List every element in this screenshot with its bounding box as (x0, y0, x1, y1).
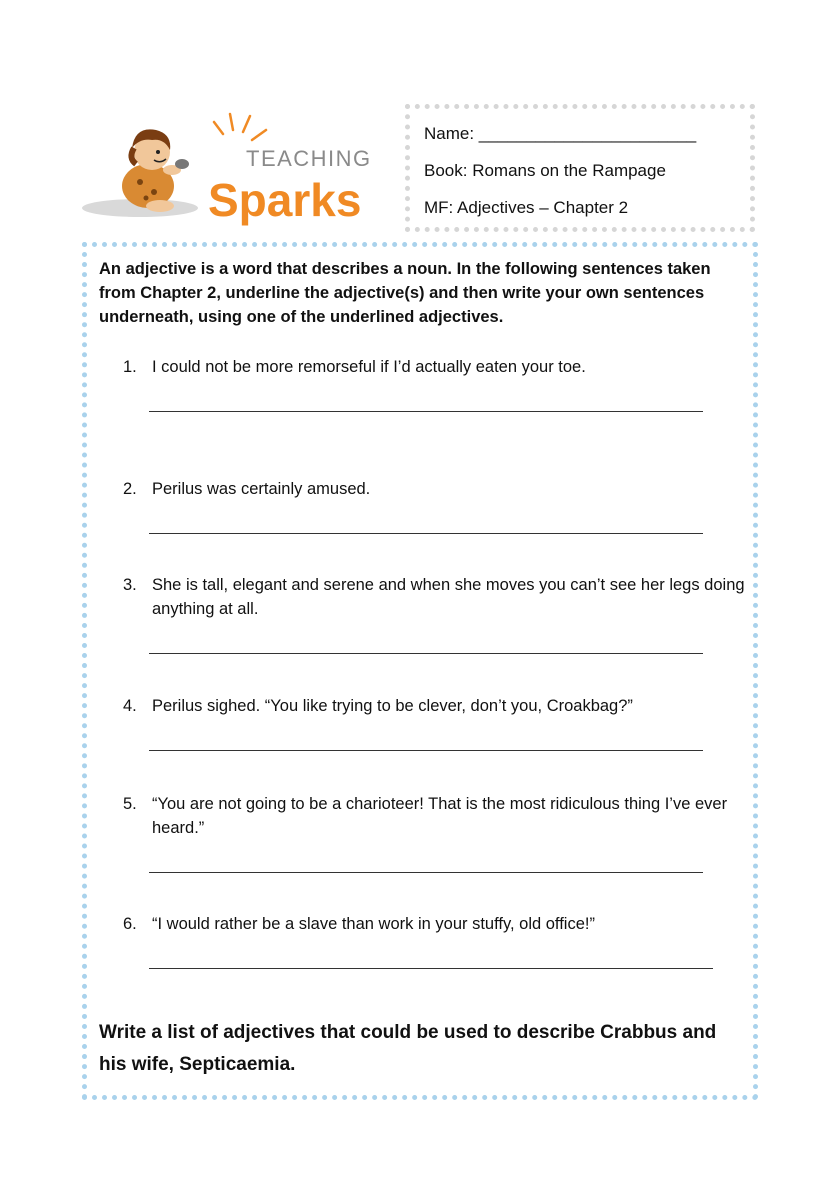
logo-teaching-text: TEACHING (246, 146, 372, 171)
question-text: “You are not going to be a charioteer! That is the most ridiculous thing I’ve ever heard.” (152, 795, 728, 837)
answer-line-5[interactable] (149, 872, 703, 873)
answer-line-1[interactable] (149, 411, 703, 412)
teaching-sparks-logo (80, 108, 400, 228)
answer-line-4[interactable] (149, 750, 703, 751)
answer-line-3[interactable] (149, 653, 703, 654)
worksheet-body (82, 242, 758, 1100)
answer-line-2[interactable] (149, 533, 703, 534)
question-number: 3. (123, 576, 137, 594)
question-number: 4. (123, 697, 137, 715)
question-text: I could not be more remorseful if I’d actually eaten your toe. (152, 358, 586, 376)
caveman-mascot-icon (80, 108, 400, 228)
name-field[interactable]: Name: _______________________ (424, 124, 697, 143)
final-task: Write a list of adjectives that could be used to describe Crabbus and his wife, Septicaemia. (99, 1022, 717, 1075)
question-number: 1. (123, 358, 137, 376)
answer-line-6[interactable] (149, 968, 713, 969)
question-number: 5. (123, 795, 137, 813)
instructions: An adjective is a word that describes a noun. In the following sentences taken from Chapter 2, underline the adjective(s) and then write your own sentences underneath, using one of the underlined adjectives. (99, 260, 711, 326)
question-text: Perilus was certainly amused. (152, 480, 371, 498)
logo-sparks-text: Sparks (208, 174, 362, 226)
question-text: “I would rather be a slave than work in your stuffy, old office!” (152, 915, 595, 933)
question-text: Perilus sighed. “You like trying to be clever, don’t you, Croakbag?” (152, 697, 633, 715)
question-number: 2. (123, 480, 137, 498)
question-text: She is tall, elegant and serene and when she moves you can’t see her legs doing anything at all. (152, 576, 745, 618)
book-title: Book: Romans on the Rampage (424, 161, 666, 180)
worksheet-topic: MF: Adjectives – Chapter 2 (424, 198, 629, 217)
question-number: 6. (123, 915, 137, 933)
student-info-box (405, 104, 755, 232)
